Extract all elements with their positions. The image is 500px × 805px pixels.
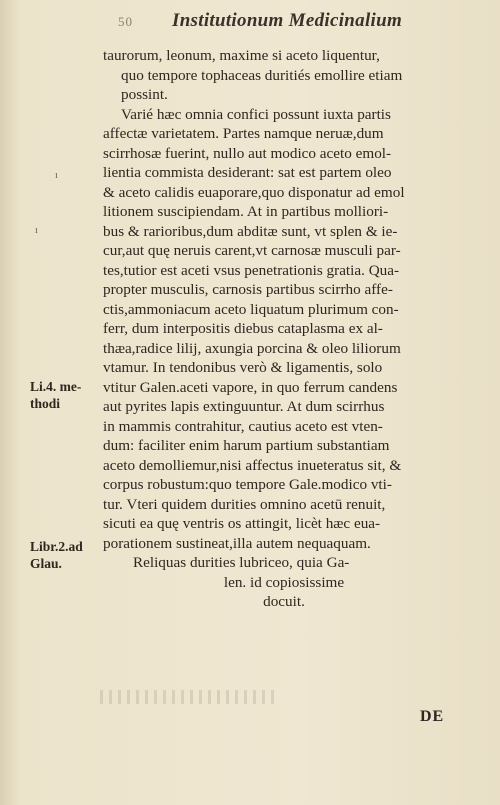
show-through-marks [100,690,280,704]
text-line: corpus robustum:quo tempore Gale.modico vti- [103,476,392,493]
text-line: quo tempore tophaceas duritiés emollire etiam [121,66,403,84]
text-line: Varié hæc omnia confici possunt iuxta partis [121,105,391,123]
text-line: Reliquas durities lubriceo, quia Ga- [133,554,350,571]
text-line: affectæ varietatem. Partes namque neruæ,dum [103,125,384,142]
body-text [103,46,465,612]
text-line: possint. [121,86,168,103]
text-line: ctis,ammoniacum aceto liquatum plurimum con- [103,300,399,318]
page-number: 50 [118,14,133,29]
text-line: taurorum, leonum, maxime si aceto liquentur, [103,47,380,64]
margin-note-line: thodi [30,396,61,411]
text-line: tur. Vteri quidem durities omnino acetū renuit, [103,495,386,513]
text-line: vtamur. In tendonibus verò & ligamentis, solo [103,359,383,376]
text-line: tes,tutior est aceti vsus penetrationis gratia. Qua- [103,261,400,279]
text-line: thæa,radice lilij, axungia porcina & oleo liliorum [103,339,401,357]
catchword: DE [420,708,445,725]
text-line: & aceto calidis euaporare,quo disponatur ad emol [103,183,405,201]
text-line: aceto demolliemur,nisi affectus inueteratus sit, & [103,456,402,474]
margin-note-line: Libr.2.ad [30,539,83,554]
text-line: docuit. [263,593,305,610]
text-line: dum: faciliter enim harum partium substantiam [103,437,390,454]
margin-note-line: Li.4. me- [30,379,82,394]
text-line: in mammis contrahitur, cautius aceto est vten- [103,417,383,435]
running-title: Institutionum Medicinalium [172,10,403,31]
margin-note [30,378,81,412]
text-line: len. id copiosissime [223,573,345,591]
text-line: ferr, dum interpositis diebus cataplasma ex al- [103,320,383,337]
margin-mark: ı [55,170,58,181]
text-line: porationem sustineat,illa autem nequaquam. [103,534,371,552]
margin-mark: ı [35,225,38,236]
text-line: scirrhosæ fuerint, nullo aut modico aceto emol- [103,144,392,162]
text-line: lientia commista desiderant: sat est partem oleo [103,164,392,181]
text-line: aut pyrites lapis extinguuntur. At dum scirrhus [103,398,385,415]
text-line: sicuti ea quę ventris os attingit, licèt hæc eua- [103,515,381,532]
margin-note [30,538,83,572]
text-line: vtitur Galen.aceti vapore, in quo ferrum candens [103,378,398,396]
text-line: propter musculis, carnosis partibus scirrho affe- [103,281,393,298]
text-line: bus & rarioribus,dum abditæ sunt, vt splen & ie- [103,222,398,240]
text-line: cur,aut quę neruis carent,vt carnosæ musculi par- [103,242,401,259]
text-line: litionem suscipiendam. At in partibus molliori- [103,203,389,220]
margin-note-line: Glau. [30,556,62,571]
